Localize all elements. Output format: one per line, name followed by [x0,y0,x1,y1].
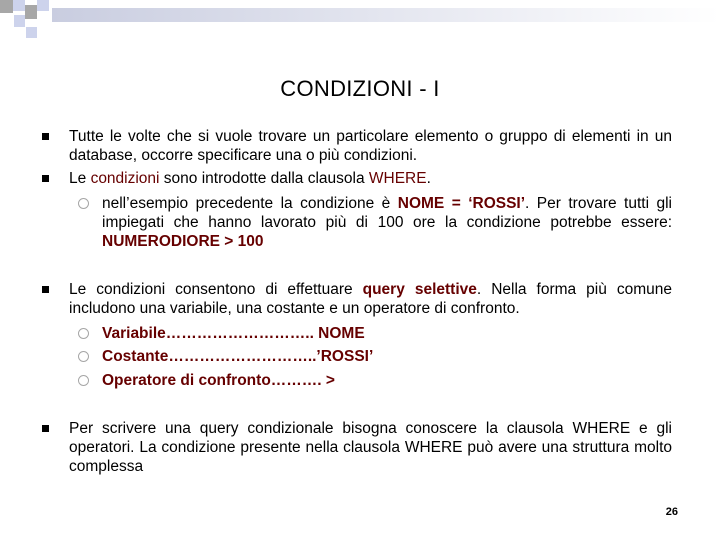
circle-bullet-icon [78,198,89,209]
sub-bullet-item [78,324,672,343]
circle-bullet-icon [78,328,89,339]
sub-bullet-text: nell’esempio precedente la condizione è NOME = ‘ROSSI’. Per trovare tutti gli impiegati che hanno lavorato più di 100 ore la condizione potrebbe essere: NUMERODIORE > 100 [102,195,672,250]
bullet-text: Le condizioni sono introdotte dalla clausola WHERE. [69,170,431,187]
highlight-term: condizioni [90,170,160,187]
sub-bullet-text: Variabile……………………….. NOME [102,325,365,342]
square-bullet-icon [42,286,49,293]
highlight-term: query selettive [362,281,477,298]
square-bullet-icon [42,425,49,432]
sub-bullet-item [78,347,672,366]
bullet-text: Tutte le volte che si vuole trovare un particolare elemento o gruppo di elementi in un database, occorre specificare una o più condizioni. [69,128,672,164]
circle-bullet-icon [78,375,89,386]
bullet-text: Per scrivere una query condizionale bisogna conoscere la clausola WHERE e gli operatori. La condizione presente nella clausola WHERE può avere una struttura molto complessa [69,420,672,475]
sub-bullet-item [78,371,672,390]
square-bullet-icon [42,175,49,182]
sub-bullet-item [78,194,672,251]
sub-bullet-text: Costante………………………..’ROSSI’ [102,348,374,365]
highlight-condition: NOME = ‘ROSSI’ [397,195,526,212]
sub-bullet-text: Operatore di confronto………. > [102,372,335,389]
page-number: 26 [665,506,678,518]
bullet-item [42,127,672,165]
square-bullet-icon [42,133,49,140]
highlight-keyword: WHERE [368,170,427,187]
bullet-text: Le condizioni consentono di effettuare query selettive. Nella forma più comune includono una variabile, una costante e un operatore di confronto. [69,281,672,317]
bullet-item [42,169,672,188]
header-decoration [0,0,720,45]
slide-title: CONDIZIONI - I [280,76,440,101]
bullet-item [42,280,672,318]
bullet-item [42,419,672,476]
highlight-condition: NUMERODIORE > 100 [102,233,264,250]
circle-bullet-icon [78,351,89,362]
